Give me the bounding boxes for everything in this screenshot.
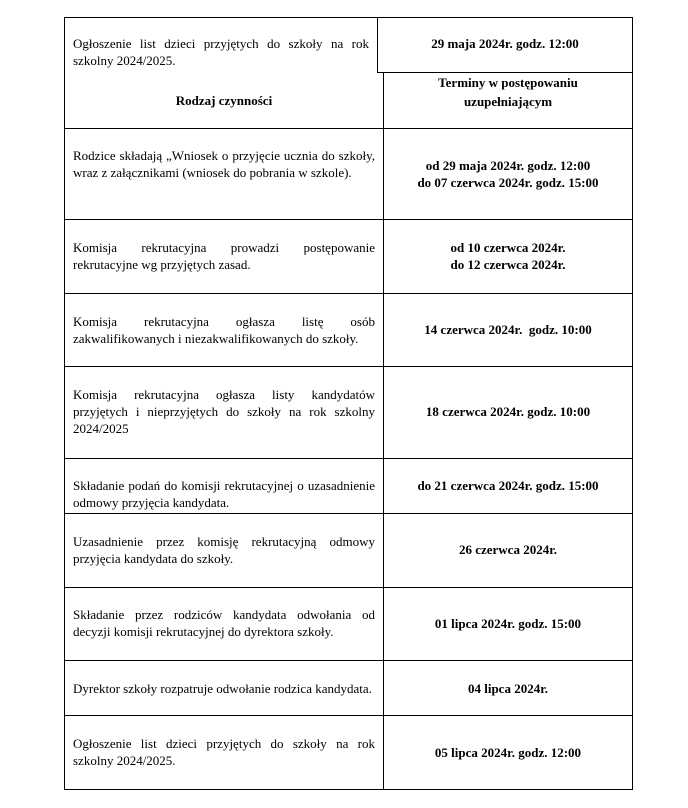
row-border-6 [64, 587, 633, 588]
top-table-border-right [632, 17, 633, 73]
row-5-activity: Składanie podań do komisji rekrutacyjnej o uzasadnienie odmowy przyjęcia kandydata. [73, 478, 375, 510]
row-7-activity: Składanie przez rodziców kandydata odwołania od decyzji komisji rekrutacyjnej do dyrektora szkoły. [73, 607, 375, 639]
row-border-5 [64, 513, 633, 514]
row-2-activity: Komisja rekrutacyjna prowadzi postępowanie rekrutacyjne wg przyjętych zasad. [73, 240, 375, 272]
row-1-activity: Rodzice składają „Wniosek o przyjęcie ucznia do szkoły, wraz z załącznikami (wniosek do pobrania w szkole). [73, 148, 375, 180]
row-border-3 [64, 366, 633, 367]
row-2-date-line-1: od 10 czerwca 2024r. [450, 240, 566, 255]
main-table-border-bottom [64, 789, 633, 790]
row-1-date-line-1: od 29 maja 2024r. godz. 12:00 [425, 158, 591, 173]
header-deadlines-line-1: Terminy w postępowaniu [438, 75, 578, 90]
row-3-date: 14 czerwca 2024r. godz. 10:00 [424, 322, 592, 337]
row-6-activity: Uzasadnienie przez komisję rekrutacyjną odmowy przyjęcia kandydata do szkoły. [73, 534, 375, 566]
main-table-border-right [632, 72, 633, 790]
row-8-activity: Dyrektor szkoły rozpatruje odwołanie rodzica kandydata. [73, 681, 372, 696]
row-border-7 [64, 660, 633, 661]
top-table-border-top [64, 17, 633, 18]
row-6-date: 26 czerwca 2024r. [458, 542, 558, 557]
row-9-date: 05 lipca 2024r. godz. 12:00 [434, 745, 582, 760]
row-3-activity: Komisja rekrutacyjna ogłasza listę osób zakwalifikowanych i niezakwalifikowanych do szkoły. [73, 314, 375, 346]
row-border-header-bottom [64, 128, 633, 129]
row-1-date-line-2: do 07 czerwca 2024r. godz. 15:00 [417, 175, 599, 190]
row-9-activity: Ogłoszenie list dzieci przyjętych do szkoły na rok szkolny 2024/2025. [73, 736, 375, 768]
row-border-2 [64, 293, 633, 294]
top-table-border-left [64, 17, 65, 73]
row-5-date: do 21 czerwca 2024r. godz. 15:00 [417, 478, 599, 493]
header-deadlines-line-2: uzupełniającym [463, 94, 553, 109]
row-2-date-line-2: do 12 czerwca 2024r. [450, 257, 566, 272]
row-4-activity: Komisja rekrutacyjna ogłasza listy kandydatów przyjętych i nieprzyjętych do szkoły na rok szkolny 2024/2025 [73, 387, 375, 436]
main-table-border-left [64, 72, 65, 790]
row-border-8 [64, 715, 633, 716]
row-border-1 [64, 219, 633, 220]
row-4-date: 18 czerwca 2024r. godz. 10:00 [425, 404, 591, 419]
row-7-date: 01 lipca 2024r. godz. 15:00 [434, 616, 582, 631]
row-8-date: 04 lipca 2024r. [467, 681, 549, 696]
top-row-activity: Ogłoszenie list dzieci przyjętych do szkoły na rok szkolny 2024/2025. [73, 36, 369, 68]
top-row-date: 29 maja 2024r. godz. 12:00 [431, 36, 579, 51]
row-border-4 [64, 458, 633, 459]
top-table-border-bottom [377, 72, 633, 73]
header-activity-type: Rodzaj czynności [175, 93, 273, 108]
